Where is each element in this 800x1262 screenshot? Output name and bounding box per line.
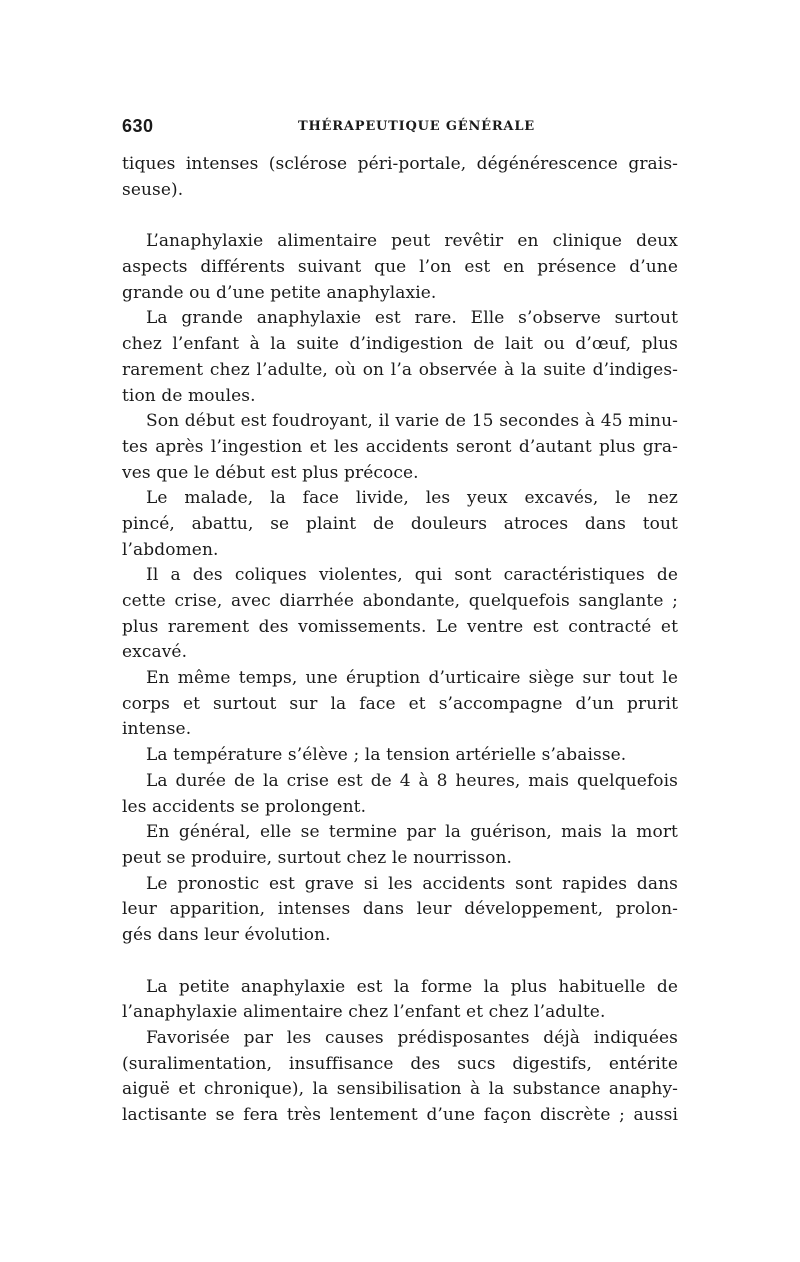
paragraph-gap bbox=[122, 203, 678, 229]
page-header bbox=[122, 116, 678, 140]
text-line: (suralimentation, insuffisance des sucs digestifs, entérite bbox=[122, 1053, 678, 1074]
text-line: La durée de la crise est de 4 à 8 heures, mais quelquefois bbox=[146, 770, 678, 791]
text-line: l’abdomen. bbox=[122, 539, 219, 560]
text-line: tiques intenses (sclérose péri-portale, dégénérescence grais- bbox=[122, 154, 678, 174]
text-line: aspects différents suivant que l’on est en présence d’une bbox=[122, 257, 678, 278]
paragraph-gap bbox=[122, 949, 678, 975]
text-line: gés dans leur évolution. bbox=[122, 924, 331, 945]
text-line: chez l’enfant à la suite d’indigestion de lait ou d’œuf, plus bbox=[122, 334, 678, 355]
text-line: En même temps, une éruption d’urticaire siège sur tout le bbox=[146, 668, 678, 689]
text-line: Son début est foudroyant, il varie de 15 secondes à 45 minu- bbox=[146, 411, 678, 432]
text-line: L’anaphylaxie alimentaire peut revêtir en clinique deux bbox=[146, 231, 678, 252]
text-line: corps et surtout sur la face et s’accompagne d’un prurit bbox=[122, 693, 678, 714]
text-line: Il a des coliques violentes, qui sont caractéristiques de bbox=[146, 565, 678, 586]
text-line: les accidents se prolongent. bbox=[122, 796, 367, 817]
text-line: tes après l’ingestion et les accidents seront d’autant plus gra- bbox=[122, 436, 678, 457]
text-line: plus rarement des vomissements. Le ventre est contracté et bbox=[122, 616, 678, 637]
text-line: La température s’élève ; la tension artérielle s’abaisse. bbox=[146, 745, 627, 766]
running-title: THÉRAPEUTIQUE GÉNÉRALE bbox=[298, 119, 535, 134]
text-line: peut se produire, surtout chez le nourrisson. bbox=[122, 847, 513, 868]
text-line: tion de moules. bbox=[122, 385, 256, 406]
text-line: Le malade, la face livide, les yeux excavés, le nez bbox=[146, 488, 678, 509]
text-line: intense. bbox=[122, 719, 192, 740]
text-line: grande ou d’une petite anaphylaxie. bbox=[122, 282, 437, 303]
text-line: l’anaphylaxie alimentaire chez l’enfant et chez l’adulte. bbox=[122, 1002, 606, 1023]
text-line: Le pronostic est grave si les accidents sont rapides dans bbox=[146, 873, 678, 894]
text-line: La grande anaphylaxie est rare. Elle s’observe surtout bbox=[146, 308, 678, 329]
text-line: ves que le début est plus précoce. bbox=[122, 462, 419, 483]
text-line: lactisante se fera très lentement d’une façon discrète ; aussi bbox=[122, 1105, 678, 1126]
text-line: leur apparition, intenses dans leur développement, prolon- bbox=[122, 899, 678, 920]
page-body bbox=[122, 152, 678, 1129]
text-line: excavé. bbox=[122, 642, 188, 663]
text-line: Favorisée par les causes prédisposantes déjà indiquées bbox=[146, 1028, 678, 1048]
text-line: cette crise, avec diarrhée abondante, quelquefois sanglante ; bbox=[122, 591, 678, 611]
text-line: pincé, abattu, se plaint de douleurs atroces dans tout bbox=[122, 513, 678, 534]
text-line: rarement chez l’adulte, où on l’a observée à la suite d’indiges- bbox=[122, 359, 678, 380]
text-line: seuse). bbox=[122, 179, 184, 200]
text-line: En général, elle se termine par la guérison, mais la mort bbox=[146, 822, 678, 843]
text-line: aiguë et chronique), la sensibilisation à la substance anaphy- bbox=[122, 1079, 678, 1100]
page-number: 630 bbox=[122, 116, 154, 136]
text-line: La petite anaphylaxie est la forme la plus habituelle de bbox=[146, 976, 678, 997]
